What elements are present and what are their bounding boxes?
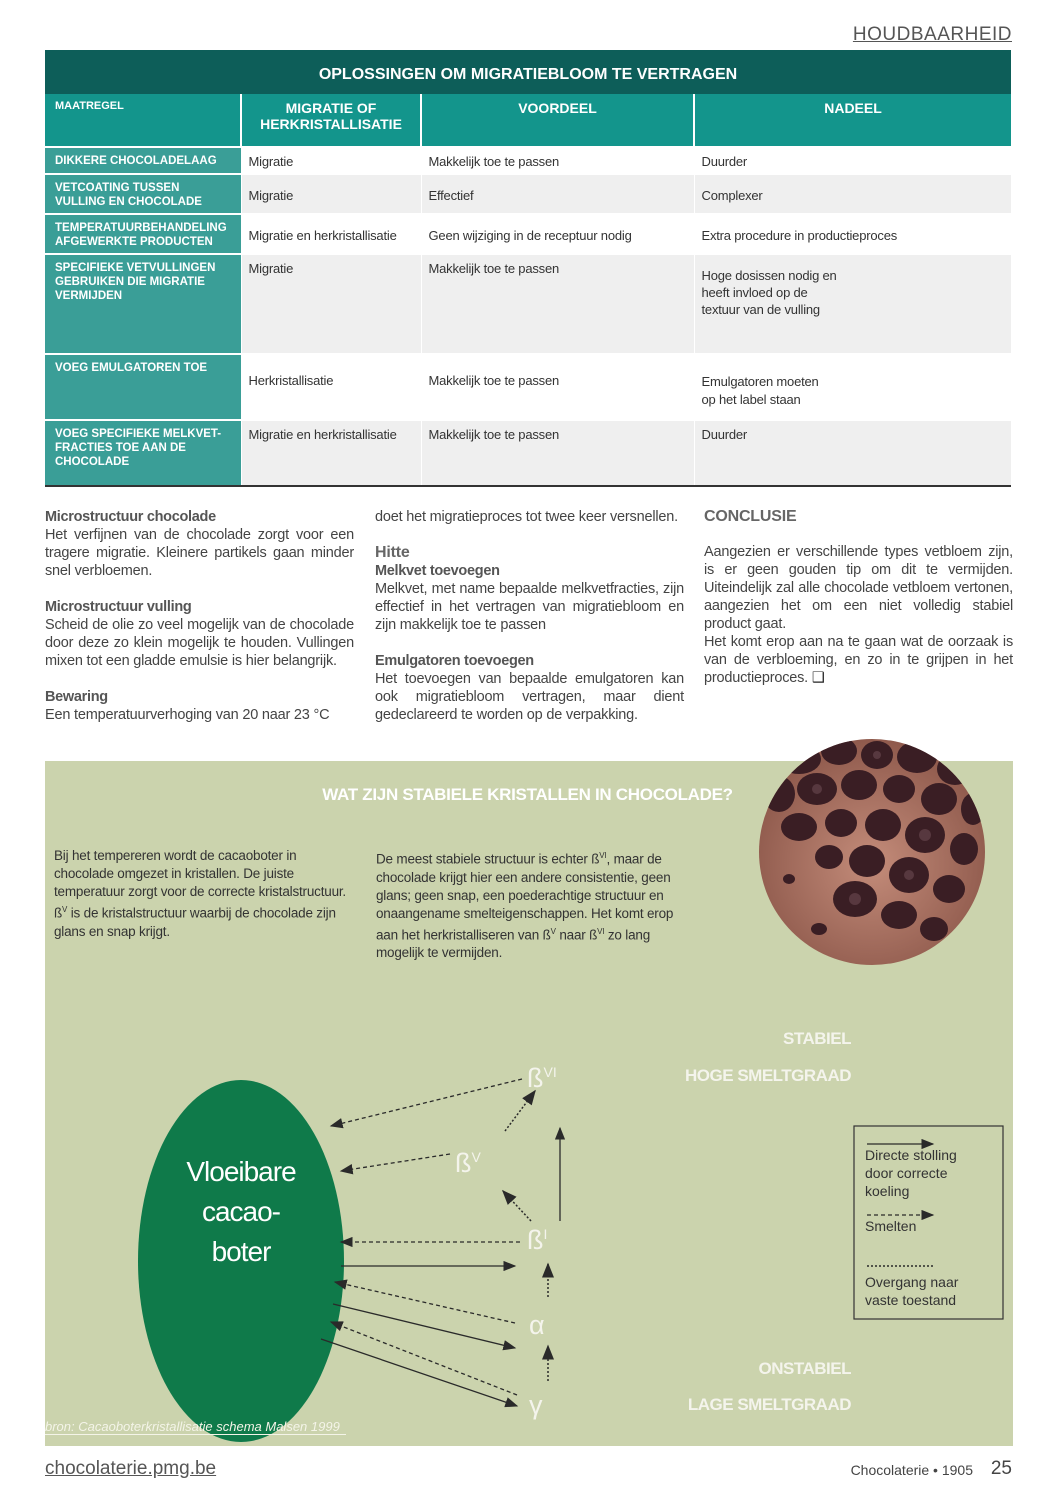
oval-label: Vloeibare cacao- boter (186, 1156, 296, 1267)
footer-url-link[interactable]: chocolaterie.pmg.be (45, 1458, 217, 1479)
cell-voordeel: Makkelijk toe te passen (421, 354, 694, 420)
transition-bi-bv (503, 1191, 531, 1221)
panel-text-left: Bij het tempereren wordt de cacaoboter in chocolade omgezet in kristallen. De juiste temperatuur zorgt voor de correcte kristalstructuur. $ß^V$ is de kristalstructuur waarbij de chocolade zijn glans en snap krijgt. (54, 848, 346, 939)
end-mark-icon: ❑ (811, 670, 825, 686)
table-row (45, 420, 1011, 486)
cell-nadeel: Hoge dosissen nodig en heeft invloed op de textuur van de vulling (694, 254, 1011, 354)
cell-nadeel: Emulgatoren moeten op het label staan (694, 354, 1011, 420)
col-header-type: MIGRATIE OF HERKRISTALLISATIE (241, 94, 421, 147)
table-title: OPLOSSINGEN OM MIGRATIEBLOOM TE VERTRAGEN (45, 50, 1011, 94)
row-label: VOEG SPECIFIEKE MELKVET-FRACTIES TOE AAN DE CHOCOLADE (45, 420, 241, 486)
label-gamma: γ (529, 1390, 543, 1420)
cell-type: Migratie en herkristallisatie (241, 214, 421, 254)
cell-nadeel: Extra procedure in productieproces (694, 214, 1011, 254)
cell-voordeel: Makkelijk toe te passen (421, 420, 694, 486)
paragraph: Aangezien er verschillende types vetbloem zijn, is er geen gouden tip om dit te vermijden. Uiteindelijk zal alle chocolade vetbloem vertonen, aangezien het om een niet volledig stabiel product gaat. (704, 544, 1013, 632)
cell-voordeel: Makkelijk toe te passen (421, 147, 694, 174)
subheading: Bewaring (45, 689, 108, 705)
subheading: Microstructuur chocolade (45, 509, 216, 525)
melt-arrow-bvi (331, 1079, 522, 1126)
transition-bv-bvi (505, 1091, 535, 1131)
cell-type: Migratie (241, 174, 421, 214)
label-alpha: α (529, 1310, 545, 1340)
source-note: bron: Cacaoboterkristallisatie schema Malsen 1999 (45, 1419, 346, 1435)
label-hoge-smeltgraad: HOGE SMELTGRAAD (685, 1066, 851, 1085)
row-label: VOEG EMULGATOREN TOE (45, 354, 241, 420)
conclusion-heading: CONCLUSIE (704, 508, 797, 525)
panel-title: WAT ZIJN STABIELE KRISTALLEN IN CHOCOLADE? (322, 785, 733, 804)
row-label: TEMPERATUURBEHANDELING AFGEWERKTE PRODUCTEN (45, 214, 241, 254)
label-beta-i: $ß^I$ (527, 1225, 548, 1255)
cell-voordeel: Makkelijk toe te passen (421, 254, 694, 354)
table-row (45, 214, 1011, 254)
legend-direct-label: Directe stolling door correcte koeling (865, 1147, 957, 1199)
table-row (45, 354, 1011, 420)
article-column-1 (45, 508, 354, 724)
melt-arrow-bv (341, 1154, 450, 1171)
cell-type: Migratie (241, 147, 421, 174)
paragraph: Melkvet, met name bepaalde melkvetfracties, zijn effectief in het vertragen van migratiebloom en zijn makkelijk toe te passen (375, 581, 684, 633)
crystals-panel (45, 761, 1013, 1446)
paragraph: Het verfijnen van de chocolade zorgt voor een tragere migratie. Kleinere partikels gaan minder snel verbloemen. (45, 527, 354, 579)
col-header-nadeel: NADEEL (694, 94, 1011, 147)
row-label: VETCOATING TUSSEN VULLING EN CHOCOLADE (45, 174, 241, 214)
cell-nadeel: Duurder (694, 420, 1011, 486)
table-row (45, 254, 1011, 354)
section-label: HOUDBAARHEID (852, 24, 1012, 45)
solid-arrow-alpha (333, 1304, 515, 1348)
table-row (45, 147, 1011, 174)
solid-arrow-gamma (321, 1339, 517, 1406)
col-header-voordeel: VOORDEEL (421, 94, 694, 147)
table-row (45, 174, 1011, 214)
row-label: SPECIFIEKE VETVULLINGEN GEBRUIKEN DIE MIGRATIE VERMIJDEN (45, 254, 241, 354)
legend-smelten-label: Smelten (865, 1218, 917, 1234)
paragraph: Scheid de olie zo veel mogelijk van de chocolade door deze zo klein mogelijk te houden. Vullingen mixen tot een gladde emulsie is hier belangrijk. (45, 617, 354, 669)
paragraph: Het komt erop aan na te gaan wat de oorzaak is van de verbloeming, en zo in te grijpen in het productieproces. ❑ (704, 634, 1013, 686)
cell-type: Herkristallisatie (241, 354, 421, 420)
label-stabiel: STABIEL (783, 1029, 851, 1048)
subheading: Hitte (375, 544, 410, 561)
col-header-maatregel: MAATREGEL (45, 94, 241, 147)
label-beta-v: $ß^V$ (455, 1148, 481, 1178)
page-number: 25 (990, 1458, 1012, 1479)
cell-nadeel: Complexer (694, 174, 1011, 214)
solutions-table (45, 50, 1011, 487)
paragraph: Het toevoegen van bepaalde emulgatoren kan ook migratiebloom vertragen, maar dient gedeclareerd te worden op de verpakking. (375, 671, 684, 723)
cell-nadeel: Duurder (694, 147, 1011, 174)
cell-type: Migratie en herkristallisatie (241, 420, 421, 486)
label-beta-vi: $ß^{VI}$ (527, 1063, 557, 1093)
cell-type: Migratie (241, 254, 421, 354)
article-column-2 (375, 508, 684, 724)
subheading: Emulgatoren toevoegen (375, 653, 534, 669)
footer-magazine: Chocolaterie • 1905 (850, 1462, 973, 1478)
label-onstabiel: ONSTABIEL (758, 1359, 851, 1378)
label-lage-smeltgraad: LAGE SMELTGRAAD (687, 1395, 851, 1414)
crystal-diagram (45, 761, 1013, 1446)
melt-arrow-gamma (331, 1322, 517, 1395)
melt-arrow-alpha (335, 1282, 515, 1323)
subheading: Microstructuur vulling (45, 599, 192, 615)
cell-voordeel: Effectief (421, 174, 694, 214)
row-label: DIKKERE CHOCOLADELAAG (45, 147, 241, 174)
paragraph: Een temperatuurverhoging van 20 naar 23 °C (45, 707, 330, 723)
article-column-3 (704, 508, 1013, 687)
legend-overgang-label: Overgang naar vaste toestand (865, 1274, 959, 1308)
paragraph: doet het migratieproces tot twee keer versnellen. (375, 509, 678, 525)
subheading: Melkvet toevoegen (375, 563, 500, 579)
cell-voordeel: Geen wijziging in de receptuur nodig (421, 214, 694, 254)
panel-text-right: De meest stabiele structuur is echter $ß^{VI}$, maar de chocolade krijgt hier een andere consistentie, geen glans; geen snap, een poederachtige structuur en onaangename smelteigenschappen. Het komt erop aan het herkristalliseren van $ß^V$ naar $ß^{VI}$ zo lang mogelijk te vermijden. (376, 851, 674, 960)
